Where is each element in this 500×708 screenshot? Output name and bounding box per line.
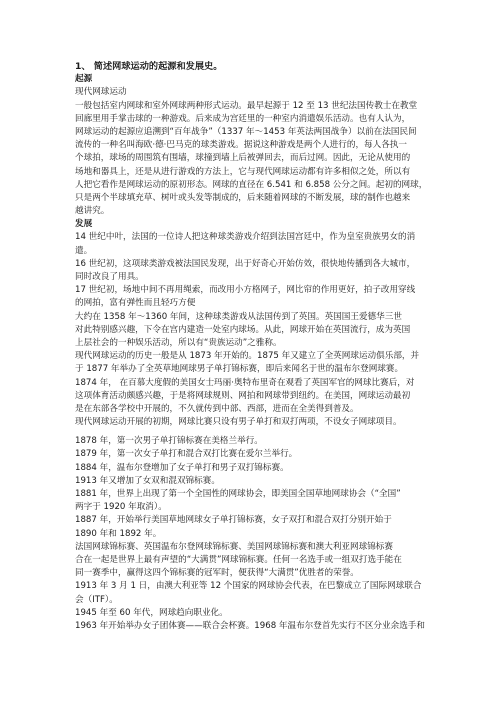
doc-title: 1、 简述网球运动的起源和发展史。 bbox=[75, 61, 223, 72]
text-line: 1890 年和 1892 年。 bbox=[75, 528, 162, 539]
text-line: 合在一起是世界上最有声望的“大满贯”网球锦标赛。任何一名选手或一组双打选手能在 bbox=[75, 554, 402, 565]
text-line: 1881 年，世界上出现了第一个全国性的网球协会，即美国全国草地网球协会（“全国” bbox=[75, 489, 401, 499]
text-line: 1913 年又增加了女双和混双锦标赛。 bbox=[75, 475, 220, 486]
text-line: 个球拍，球场的周围筑有围墙，球撞到墙上后被弹回去，而后过网。因此，无论从使用的 bbox=[75, 153, 411, 164]
text-line: 一般包括室内网球和室外网球两种形式运动。最早起源于 12 至 13 世纪法国传教士在教堂 bbox=[75, 100, 418, 111]
document-body bbox=[75, 60, 431, 633]
text-line: 1878 年，第一次男子单打锦标赛在美格兰举行。 bbox=[75, 436, 263, 447]
text-line: 大约在 1358 年～1360 年间，这种球类游戏从法国传到了英国。英国国王爱德华三世 bbox=[75, 311, 402, 322]
text-line: 1879 年，第一次女子单打和混合双打比赛在爱尔兰举行。 bbox=[75, 449, 298, 460]
text-line: 流传的一种名叫海欧·德·巴马克的球类游戏。据说这种游戏是两个人进行的，每人各执一 bbox=[75, 140, 408, 151]
text-line: 现代网球运动 bbox=[75, 87, 127, 98]
text-line: 现代网球运动的历史一般是从 1873 年开始的。1875 年又建立了全英网球运动俱乐部，并 bbox=[75, 351, 420, 362]
text-line: 的网拍，富有弹性而且轻巧方便 bbox=[75, 298, 196, 309]
text-line: 遣。 bbox=[75, 245, 93, 256]
text-line: 会（ITF）。 bbox=[75, 594, 118, 605]
text-line: 1874 年， 在百慕大度假的美国女士玛丽·奥特布里奇在观看了英国军官的网球比赛后，对 bbox=[75, 377, 415, 388]
section-heading: 发展 bbox=[75, 219, 93, 230]
section-heading: 起源 bbox=[75, 74, 93, 85]
text-line: 1913 年 3 月 1 日，由澳大利亚等 12 个国家的网球协会代表，在巴黎成立了国际网球联合 bbox=[75, 581, 422, 592]
text-line: 16 世纪初，这项球类游戏被法国民发现，出于好奇心开始仿效，很快地传播到各大城市， bbox=[75, 258, 416, 269]
text-line: 场地和器具上，还是从进行游戏的方法上，它与现代网球运动都有许多相似之处，所以有 bbox=[75, 166, 411, 177]
text-line: 越讲究。 bbox=[75, 206, 110, 217]
text-line: 17 世纪初，场地中间不再用绳索，而改用小方格网子，网比帘的作用更好，拍子改用穿线 bbox=[75, 285, 416, 296]
text-line: 上层社会的一种娱乐活动，所以有“贵族运动”之雅称。 bbox=[75, 337, 282, 348]
text-line: 网球运动的起源应追溯到“百年战争”（1337 年～1453 年英法两国战争）以前在法国民间 bbox=[75, 126, 417, 137]
text-line: 1963 年开始举办女子团体赛——联合会杯赛。1968 年温布尔登首先实行不区分业余选手和 bbox=[75, 620, 425, 631]
text-line: 同一赛季中，赢得这四个锦标赛的冠军时，便获得“大满贯”优胜者的荣誉。 bbox=[75, 568, 359, 579]
text-line: 14 世纪中叶，法国的一位诗人把这种球类游戏介绍到法国宫廷中，作为皇室贵族男女的消 bbox=[75, 232, 416, 243]
text-line: 是在东部各学校中开展的，不久就传到中部、西部，进而在全美得到普及。 bbox=[75, 403, 359, 414]
text-line: 现代网球运动开展的初期，网球比赛只设有男子单打和双打两项，不设女子网球项目。 bbox=[75, 417, 402, 428]
text-line: 只是两个半球填充草、树叶或头发等制成的，后来随着网球的不断发展，球的制作也越来 bbox=[75, 192, 411, 203]
text-line: 回廊里用手掌击球的一种游戏。后来成为宫廷里的一种室内消遣娱乐活动。也有人认为， bbox=[75, 113, 411, 124]
text-line: 1887 年，开始举行美国草地网球女子单打锦标赛，女子双打和混合双打分别开始于 bbox=[75, 515, 392, 526]
text-line: 于 1877 年举办了全英草地网球男子单打锦标赛，即后来闻名于世的温布尔登网球赛。 bbox=[75, 364, 404, 375]
text-line: 这项体育活动颇感兴趣，于是将网球规则、网拍和网球带到纽约。在美国，网球运动最初 bbox=[75, 390, 411, 401]
text-line: 两字于 1920 年取消）。 bbox=[75, 502, 167, 513]
text-line: 1884 年，温布尔登增加了女子单打和男子双打锦标赛。 bbox=[75, 462, 289, 473]
text-line: 人把它看作是网球运动的原初形态。网球的直径在 6.541 和 6.858 公分之间。起初的网球， bbox=[75, 179, 428, 190]
text-line: 1945 年至 60 年代，网球趋向职业化。 bbox=[75, 607, 228, 618]
text-line: 法国网球锦标赛、英国温布尔登网球锦标赛、美国网球锦标赛和澳大利亚网球锦标赛 bbox=[75, 541, 393, 552]
text-line: 对此特别感兴趣，下令在宫内建造一处室内球场。从此，网球开始在英国流行，成为英国 bbox=[75, 324, 411, 335]
text-line: 同时改良了用具。 bbox=[75, 272, 144, 282]
